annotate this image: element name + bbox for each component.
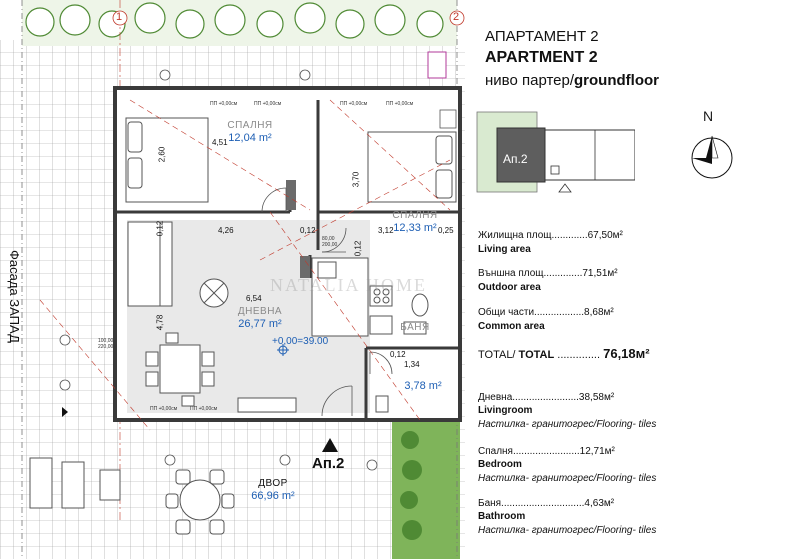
bed-1 xyxy=(126,118,208,202)
title-bg: АПАРТАМЕНТ 2 xyxy=(485,28,599,45)
info-panel xyxy=(465,0,800,559)
garden-bin xyxy=(428,52,446,78)
ceiling-lamp xyxy=(200,279,228,307)
room-area: 26,77 m² xyxy=(238,317,282,330)
room-name: ДВОР xyxy=(258,478,288,489)
dim-012-d: 0,12 xyxy=(390,350,406,359)
total-label-bold: TOTAL xyxy=(518,349,555,361)
room-list-en: Bedroom xyxy=(478,459,522,470)
dim-451: 4,51 xyxy=(212,138,228,147)
opening-height: 200,00 xyxy=(322,242,338,248)
apartment-entrance-label: Ап.2 xyxy=(312,455,345,472)
dim-134: 1,34 xyxy=(404,360,420,369)
north-arrow-icon xyxy=(690,132,750,192)
dim-012-c: 0,12 xyxy=(353,240,363,257)
room-name: СПАЛНЯ xyxy=(227,120,273,131)
room-area: 66,96 m² xyxy=(251,489,295,502)
living-area-en: Living area xyxy=(478,244,531,255)
room-bath-area xyxy=(398,380,448,393)
pp-note: ПП +0,00см xyxy=(386,101,414,107)
room-bath-name xyxy=(390,322,440,334)
total-label: TOTAL/ xyxy=(478,349,519,361)
level-en: groundfloor xyxy=(574,72,659,89)
dim-025: 0,25 xyxy=(438,226,454,235)
dim-260: 2,60 xyxy=(157,146,167,163)
total-dots: .............. xyxy=(554,349,601,361)
pp-note: ПП +0,00см xyxy=(254,101,282,107)
tv-console xyxy=(238,398,296,412)
room-living xyxy=(225,306,295,330)
level-bg: ниво партер/ xyxy=(485,72,575,89)
watermark: NATALIA HOME xyxy=(270,275,428,295)
living-area-bg: Жилищна площ.............67,50м² xyxy=(478,230,623,241)
opening-width: 80,00 xyxy=(322,236,335,242)
title-en: APARTMENT 2 xyxy=(485,49,598,66)
room-list-bg: Дневна........................38,58м² xyxy=(478,392,615,403)
pp-note: ПП +0,00см xyxy=(340,101,368,107)
common-area-bg: Общи части..................8,68м² xyxy=(478,307,614,318)
axis-label-2: 2 xyxy=(453,11,460,23)
dim-312: 3,12 xyxy=(378,226,394,235)
total-area xyxy=(478,346,650,361)
site-entrance-arrow xyxy=(559,184,571,192)
room-area: 12,33 m² xyxy=(393,221,437,234)
dim-654: 6,54 xyxy=(246,294,262,303)
common-area-en: Common area xyxy=(478,321,545,332)
dim-478: 4,78 xyxy=(155,314,165,331)
room-name: БАНЯ xyxy=(400,322,430,333)
outdoor-area-en: Outdoor area xyxy=(478,282,541,293)
room-list-bg: Спалня........................12,71м² xyxy=(478,446,615,457)
dim-426: 4,26 xyxy=(218,226,234,235)
site-key-label: Ап.2 xyxy=(503,152,528,166)
room-list-floor: Настилка- гранитогрес/Flooring- tiles xyxy=(478,419,657,430)
room-name: ДНЕВНА xyxy=(237,306,283,317)
site-key-plan xyxy=(475,110,635,205)
axis-label-1: 1 xyxy=(116,11,123,23)
dim-012-b: 0,12 xyxy=(155,220,165,237)
elevation-label: +0,00=39.00 xyxy=(272,336,329,347)
column-2 xyxy=(286,180,296,210)
level-title xyxy=(485,72,659,89)
room-list-floor: Настилка- гранитогрес/Flooring- tiles xyxy=(478,525,657,536)
dim-370: 3,70 xyxy=(351,171,361,188)
window-height: 220,00 xyxy=(98,344,114,350)
room-list-en: Livingroom xyxy=(478,405,533,416)
room-list-bg: Баня..............................4,63м² xyxy=(478,498,615,509)
room-area: 12,04 m² xyxy=(228,131,272,144)
pp-note: ПП +0,00см xyxy=(150,406,178,412)
sofa xyxy=(128,222,172,306)
outdoor-area-bg: Външна площ..............71,51м² xyxy=(478,268,618,279)
dim-012-a: 0,12 xyxy=(300,226,316,235)
north-label: N xyxy=(703,108,714,124)
room-area: 3,78 m² xyxy=(404,380,442,392)
room-name: СПАЛНЯ xyxy=(392,210,438,221)
room-list-floor: Настилка- гранитогрес/Flooring- tiles xyxy=(478,473,657,484)
room-list-en: Bathroom xyxy=(478,511,526,522)
window-width: 100,00 xyxy=(98,338,114,344)
facade-label: Фасада ЗАПАД xyxy=(7,250,22,343)
pp-note: ПП +0,00см xyxy=(210,101,238,107)
total-value: 76,18м² xyxy=(603,346,650,361)
pp-note: ПП +0,00см xyxy=(190,406,218,412)
nightstand xyxy=(440,110,456,128)
room-yard xyxy=(238,478,308,502)
bed-2 xyxy=(368,132,456,202)
